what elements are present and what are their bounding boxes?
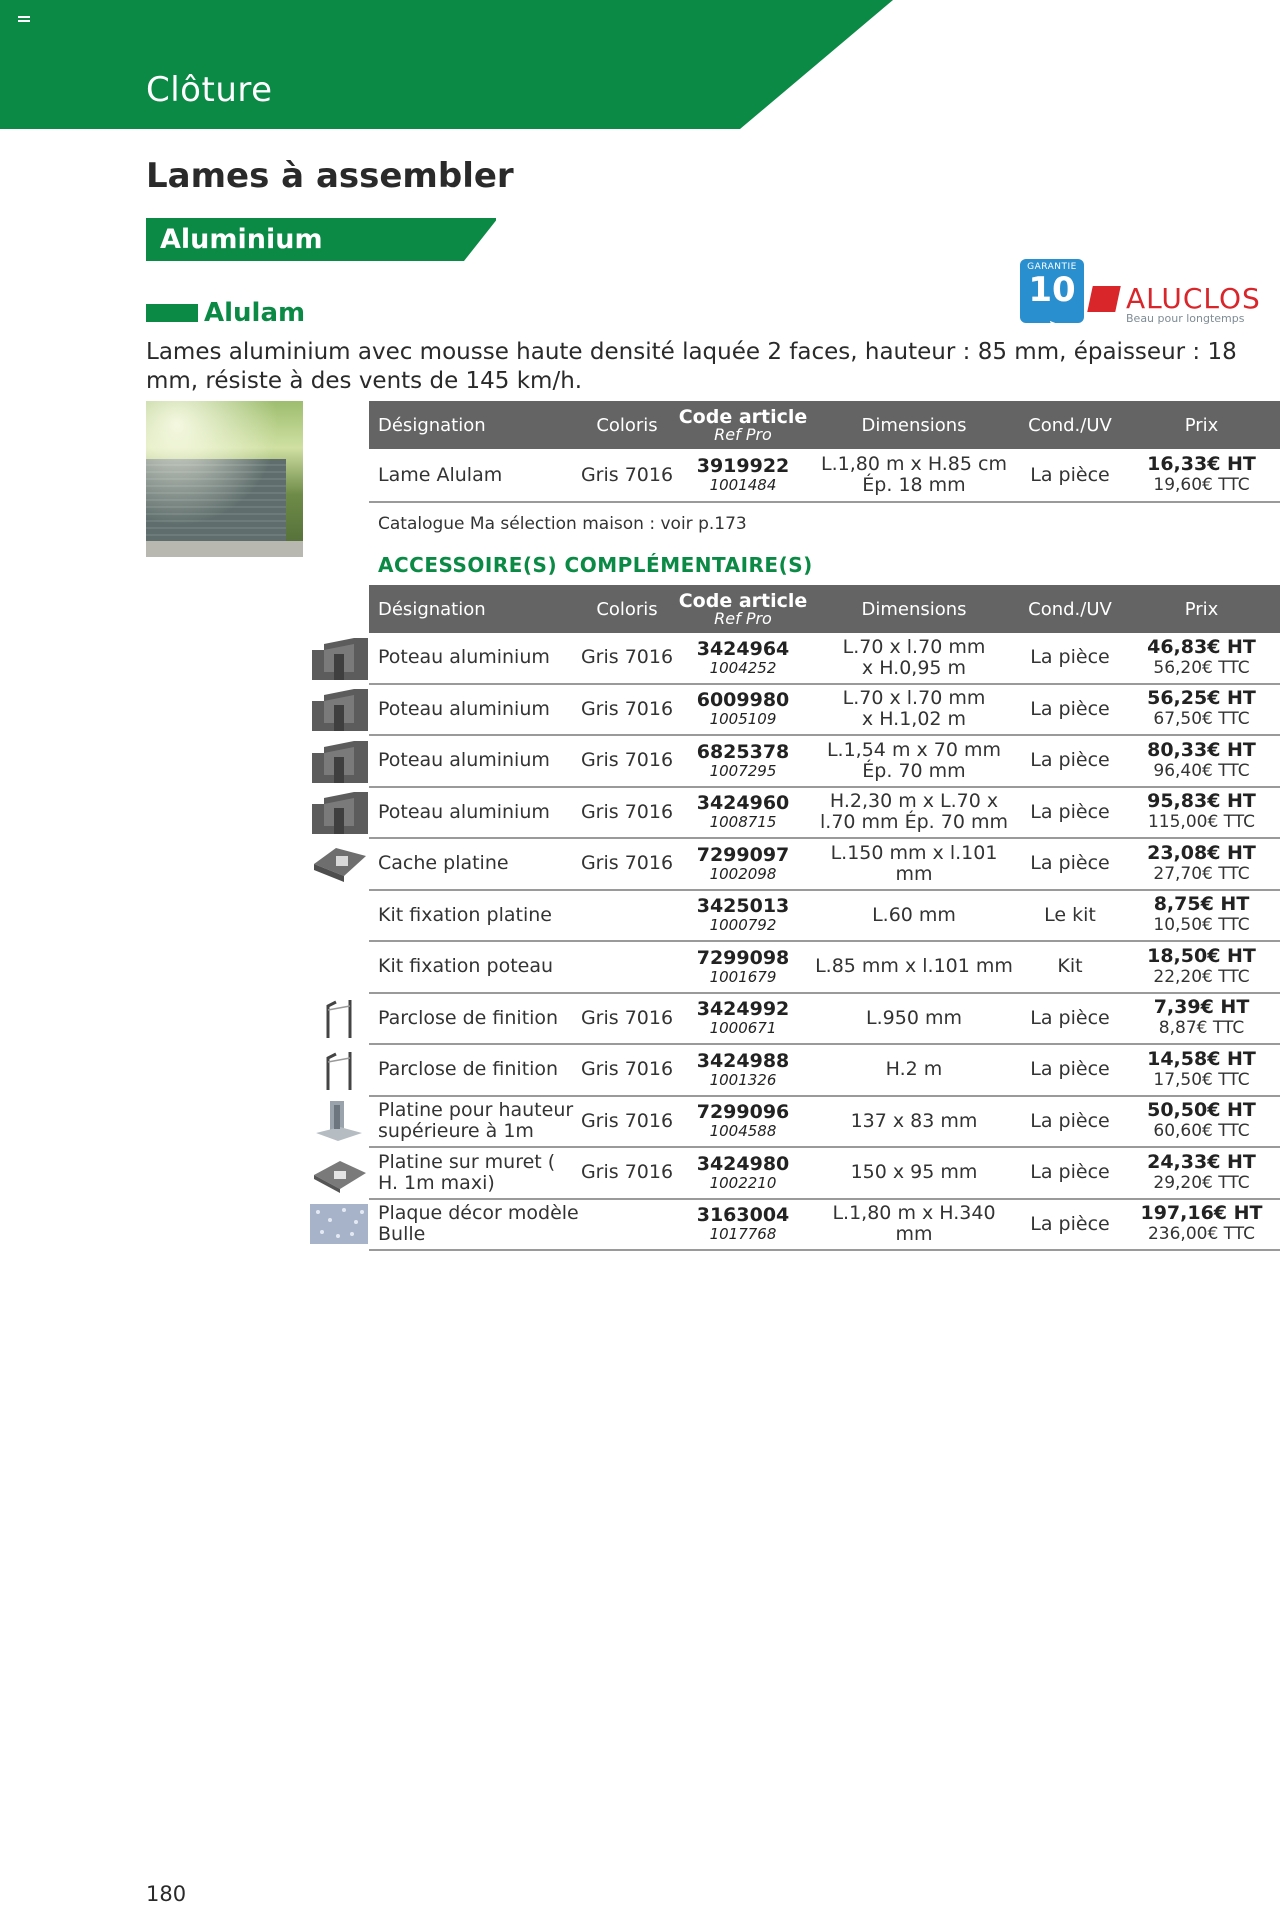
- code-cell: [675, 735, 811, 787]
- code-cell: [675, 993, 811, 1045]
- code-cell: [675, 787, 811, 839]
- coloris: Gris 7016: [579, 1147, 675, 1199]
- col-dimensions: Dimensions: [811, 401, 1017, 449]
- ref-pro: 1002098: [709, 864, 777, 883]
- code: 3919922: [696, 455, 790, 477]
- coloris: Gris 7016: [579, 1044, 675, 1096]
- price-ttc: 10,50€ TTC: [1153, 915, 1250, 936]
- accessories-title: ACCESSOIRE(S) COMPLÉMENTAIRE(S): [378, 553, 813, 577]
- code-cell: [675, 633, 811, 684]
- col-coloris: Coloris: [579, 401, 675, 449]
- code: 3424960: [696, 792, 790, 815]
- dim-line-1: L.70 x l.70 mm: [842, 635, 986, 658]
- col-designation: Désignation: [369, 401, 579, 449]
- code: 6825378: [696, 740, 790, 763]
- cond: La pièce: [1017, 993, 1123, 1045]
- dimensions-cell: [811, 1044, 1017, 1096]
- col-code: [675, 401, 811, 449]
- cond: Le kit: [1017, 890, 1123, 942]
- price-ttc: 17,50€ TTC: [1153, 1069, 1250, 1090]
- bracket-icon: [310, 1099, 368, 1143]
- code: 3425013: [696, 895, 790, 918]
- code: 3424964: [696, 637, 790, 660]
- code-cell: [675, 1044, 811, 1096]
- accessories-table: [369, 585, 1280, 1251]
- ref-pro: 1008715: [709, 813, 777, 832]
- catalogue-note: Catalogue Ma sélection maison : voir p.173: [378, 514, 747, 534]
- designation: Platine pour hauteur supérieure à 1m: [369, 1096, 579, 1148]
- designation: Poteau aluminium: [369, 633, 579, 684]
- dimensions-cell: [811, 993, 1017, 1045]
- table-row: [369, 1199, 1280, 1251]
- dim-line-1: 137 x 83 mm: [850, 1109, 978, 1132]
- table-row: [369, 890, 1280, 942]
- price-ttc: 96,40€ TTC: [1153, 760, 1250, 781]
- coloris: Gris 7016: [579, 735, 675, 787]
- code-cell: [675, 1147, 811, 1199]
- designation: Kit fixation platine: [369, 890, 579, 942]
- price-ttc: 19,60€ TTC: [1153, 475, 1250, 495]
- designation: Parclose de finition: [369, 1044, 579, 1096]
- table-row: [369, 633, 1280, 684]
- price-ttc: 27,70€ TTC: [1153, 863, 1250, 884]
- price-ht: 18,50€ HT: [1147, 944, 1256, 967]
- designation: Cache platine: [369, 838, 579, 890]
- price-ht: 197,16€ HT: [1140, 1202, 1263, 1225]
- warranty-years: [1020, 272, 1084, 344]
- dim-line-1: H.2,30 m x L.70 x: [829, 790, 999, 813]
- code: 7299098: [696, 946, 790, 969]
- price-cell: [1123, 1147, 1280, 1199]
- dimensions-cell: [811, 1147, 1017, 1199]
- product-marker: [146, 304, 198, 322]
- designation: Kit fixation poteau: [369, 941, 579, 993]
- light-effect: [146, 401, 303, 557]
- price-cell: [1123, 941, 1280, 993]
- code-cell: [675, 890, 811, 942]
- col-cond: Cond./UV: [1017, 401, 1123, 449]
- price-cell: [1123, 838, 1280, 890]
- price-ht: 50,50€ HT: [1147, 1099, 1256, 1122]
- trim-profile-icon: [310, 1048, 368, 1092]
- dim-line-2: Ép. 70 mm: [862, 759, 966, 782]
- coloris: Gris 7016: [579, 993, 675, 1045]
- price-ht: 46,83€ HT: [1147, 635, 1256, 658]
- section-title: Clôture: [146, 70, 273, 110]
- coloris: Gris 7016: [579, 1096, 675, 1148]
- code-cell: [675, 1096, 811, 1148]
- dimensions-cell: [811, 633, 1017, 684]
- col-coloris: Coloris: [579, 585, 675, 633]
- cond: La pièce: [1017, 735, 1123, 787]
- ref-pro: 1017768: [709, 1225, 777, 1244]
- table-header: [369, 585, 1280, 633]
- post-icon: [310, 790, 368, 834]
- price-ttc: 29,20€ TTC: [1153, 1172, 1250, 1193]
- ref-pro: 1002210: [709, 1173, 777, 1192]
- brand-name: ALUCLOS: [1126, 282, 1261, 315]
- designation: Plaque décor modèle Bulle: [369, 1199, 579, 1251]
- cond: Kit: [1017, 941, 1123, 993]
- price-ht: 23,08€ HT: [1147, 841, 1256, 864]
- ref-pro: 1004252: [709, 658, 777, 677]
- code: 3424988: [696, 1049, 790, 1072]
- warranty-logo: [1020, 259, 1084, 337]
- ref-pro: 1001679: [709, 967, 777, 986]
- header-banner: [0, 0, 900, 129]
- price-cell: [1123, 1044, 1280, 1096]
- price-ht: 95,83€ HT: [1147, 790, 1256, 813]
- dimensions-cell: [811, 890, 1017, 942]
- cond: La pièce: [1017, 787, 1123, 839]
- product-name: Alulam: [204, 298, 306, 328]
- code-cell: [675, 838, 811, 890]
- dimensions-cell: [811, 787, 1017, 839]
- price-ht: 14,58€ HT: [1147, 1047, 1256, 1070]
- price-cell: [1123, 449, 1280, 502]
- coloris: [579, 890, 675, 942]
- coloris: [579, 1199, 675, 1251]
- price-ttc: 22,20€ TTC: [1153, 966, 1250, 987]
- table-row: [369, 684, 1280, 736]
- code-cell: [675, 449, 811, 502]
- trim-profile-icon: [310, 996, 368, 1040]
- code: 3163004: [696, 1204, 790, 1227]
- dimensions-cell: [811, 1199, 1017, 1251]
- col-dimensions: Dimensions: [811, 585, 1017, 633]
- col-code-main: Code article: [678, 406, 808, 428]
- dimensions-cell: [811, 941, 1017, 993]
- col-code-sub: Ref Pro: [714, 609, 772, 628]
- table-row: [369, 1147, 1280, 1199]
- ref-pro: 1007295: [709, 761, 777, 780]
- page-title: Lames à assembler: [146, 156, 514, 196]
- dimensions-cell: [811, 735, 1017, 787]
- code: 3424992: [696, 998, 790, 1021]
- table-row: [369, 838, 1280, 890]
- table-row: [369, 993, 1280, 1045]
- col-code-sub: Ref Pro: [714, 425, 772, 444]
- dim-line-1: L.950 mm: [866, 1006, 962, 1029]
- code: 7299097: [696, 843, 790, 866]
- menu-icon[interactable]: [18, 16, 30, 28]
- dimensions-cell: [811, 449, 1017, 502]
- col-code: [675, 585, 811, 633]
- price-ttc: 8,87€ TTC: [1158, 1018, 1245, 1039]
- designation: Parclose de finition: [369, 993, 579, 1045]
- dim-line-2: Ép. 18 mm: [862, 474, 966, 496]
- ref-pro: 1004588: [709, 1122, 777, 1141]
- table-row: [369, 735, 1280, 787]
- base-cover-icon: [310, 842, 368, 886]
- designation: Platine sur muret ( H. 1m maxi): [369, 1147, 579, 1199]
- col-code-main: Code article: [678, 590, 808, 612]
- price-ttc: 115,00€ TTC: [1147, 812, 1256, 833]
- post-icon: [310, 739, 368, 783]
- coloris: Gris 7016: [579, 838, 675, 890]
- category-banner: [146, 218, 496, 261]
- page-number: 180: [146, 1882, 187, 1906]
- dim-line-1: L.1,80 m x H.340 mm: [832, 1202, 996, 1246]
- dim-line-2: x H.0,95 m: [861, 656, 967, 679]
- col-cond: Cond./UV: [1017, 585, 1123, 633]
- coloris: Gris 7016: [579, 449, 675, 502]
- col-prix: Prix: [1123, 585, 1280, 633]
- designation: Poteau aluminium: [369, 684, 579, 736]
- brand-tagline: Beau pour longtemps: [1126, 312, 1245, 325]
- table-header: [369, 401, 1280, 449]
- cond: La pièce: [1017, 1096, 1123, 1148]
- table-row: [369, 1096, 1280, 1148]
- coloris: [579, 941, 675, 993]
- price-ht: 80,33€ HT: [1147, 738, 1256, 761]
- ref-pro: 1001484: [709, 476, 777, 494]
- ref-pro: 1000671: [709, 1019, 777, 1038]
- post-icon: [310, 636, 368, 680]
- dim-line-2: l.70 mm Ép. 70 mm: [820, 811, 1008, 834]
- price-cell: [1123, 735, 1280, 787]
- header-banner-shape: [0, 0, 900, 129]
- dimensions-cell: [811, 684, 1017, 736]
- price-ttc: 236,00€ TTC: [1147, 1224, 1256, 1245]
- code: 6009980: [696, 689, 790, 712]
- table-row: [369, 941, 1280, 993]
- ref-pro: 1005109: [709, 710, 777, 729]
- code-cell: [675, 1199, 811, 1251]
- cond: La pièce: [1017, 1044, 1123, 1096]
- cond: La pièce: [1017, 1199, 1123, 1251]
- dim-line-1: L.1,80 m x H.85 cm: [821, 453, 1007, 475]
- dimensions-cell: [811, 838, 1017, 890]
- dim-line-1: L.60 mm: [872, 903, 956, 926]
- designation: Poteau aluminium: [369, 787, 579, 839]
- price-cell: [1123, 890, 1280, 942]
- price-ht: 8,75€ HT: [1153, 893, 1250, 916]
- code-cell: [675, 941, 811, 993]
- col-designation: Désignation: [369, 585, 579, 633]
- price-cell: [1123, 1096, 1280, 1148]
- brand-mark-icon: [1087, 286, 1121, 312]
- price-ht: 7,39€ HT: [1153, 996, 1250, 1019]
- price-ht: 24,33€ HT: [1147, 1150, 1256, 1173]
- ref-pro: 1001326: [709, 1070, 777, 1089]
- brand-logo: [1090, 282, 1280, 325]
- warranty-side: ANS: [1048, 320, 1056, 337]
- cond: La pièce: [1017, 1147, 1123, 1199]
- dim-line-1: L.85 mm x l.101 mm: [815, 955, 1013, 978]
- coloris: Gris 7016: [579, 787, 675, 839]
- col-prix: Prix: [1123, 401, 1280, 449]
- dim-line-1: L.1,54 m x 70 mm: [826, 738, 1002, 761]
- panel-icon: [310, 1202, 368, 1246]
- product-photo: [146, 401, 303, 557]
- table-row: [369, 787, 1280, 839]
- designation: Poteau aluminium: [369, 735, 579, 787]
- product-description: Lames aluminium avec mousse haute densité laquée 2 faces, hauteur : 85 mm, épaisseur : 18 mm, résiste à des vents de 145 km/h.: [146, 339, 1237, 394]
- price-cell: [1123, 1199, 1280, 1251]
- table-row: [369, 449, 1280, 502]
- cond: La pièce: [1017, 684, 1123, 736]
- category-label: Aluminium: [160, 224, 323, 255]
- dimensions-cell: [811, 1096, 1017, 1148]
- dim-line-1: H.2 m: [885, 1058, 943, 1081]
- code: 3424980: [696, 1152, 790, 1175]
- price-cell: [1123, 684, 1280, 736]
- price-ht: 16,33€ HT: [1147, 453, 1256, 475]
- price-cell: [1123, 633, 1280, 684]
- dim-line-1: L.70 x l.70 mm: [842, 687, 986, 710]
- price-cell: [1123, 993, 1280, 1045]
- dim-line-2: x H.1,02 m: [861, 708, 967, 731]
- code-cell: [675, 684, 811, 736]
- post-icon: [310, 687, 368, 731]
- base-plate-icon: [310, 1151, 368, 1195]
- coloris: Gris 7016: [579, 633, 675, 684]
- price-cell: [1123, 787, 1280, 839]
- price-ttc: 67,50€ TTC: [1153, 709, 1250, 730]
- code: 7299096: [696, 1101, 790, 1124]
- cond: La pièce: [1017, 449, 1123, 502]
- price-ttc: 60,60€ TTC: [1153, 1121, 1250, 1142]
- price-ttc: 56,20€ TTC: [1153, 657, 1250, 678]
- designation: Lame Alulam: [369, 449, 579, 502]
- warranty-value: 10: [1028, 270, 1076, 310]
- cond: La pièce: [1017, 838, 1123, 890]
- price-ht: 56,25€ HT: [1147, 687, 1256, 710]
- coloris: Gris 7016: [579, 684, 675, 736]
- dim-line-1: L.150 mm x l.101 mm: [830, 841, 998, 885]
- warranty-top-text: GARANTIE: [1027, 262, 1077, 272]
- dim-line-1: 150 x 95 mm: [850, 1161, 978, 1184]
- cond: La pièce: [1017, 633, 1123, 684]
- ref-pro: 1000792: [709, 916, 777, 935]
- product-table: [369, 401, 1280, 503]
- table-row: [369, 1044, 1280, 1096]
